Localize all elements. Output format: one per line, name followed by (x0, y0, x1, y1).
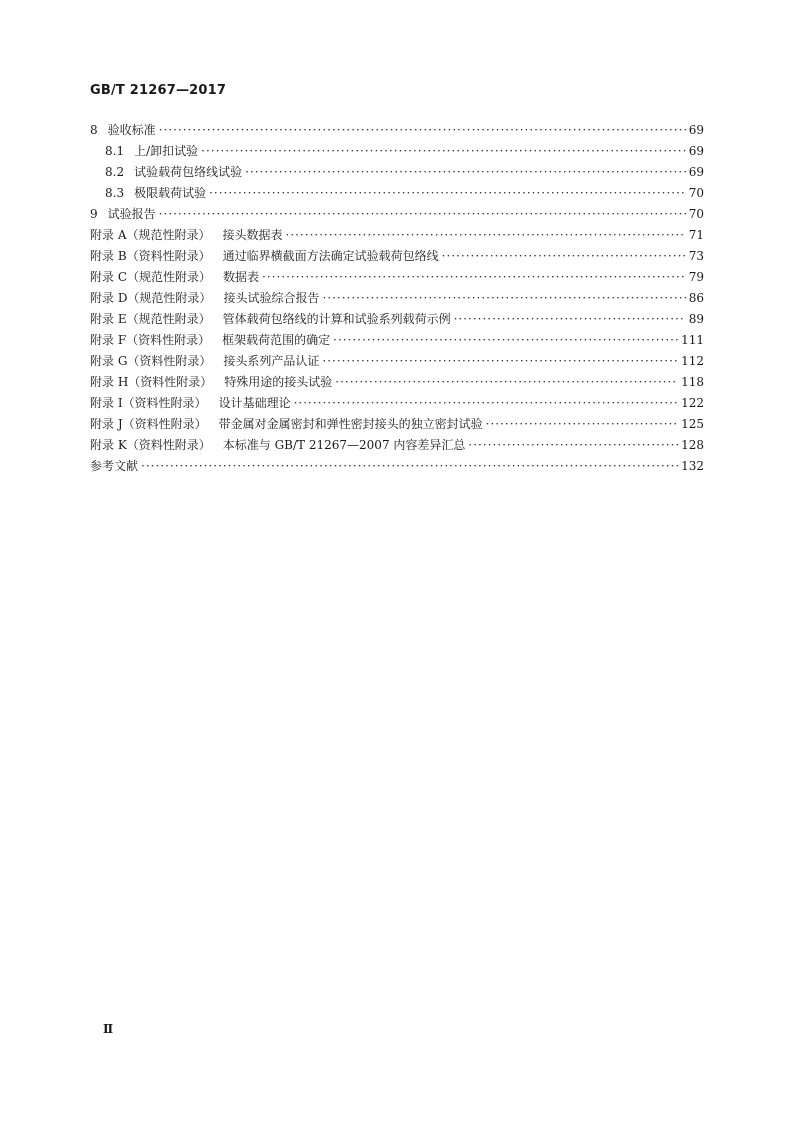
dot-leader (322, 351, 678, 372)
dot-leader (159, 120, 686, 141)
toc-entry-number: 附录 I（资料性附录） (90, 396, 207, 410)
toc-entry[interactable] (90, 141, 704, 162)
toc-entry-number: 8.2 (105, 165, 125, 179)
toc-entry-page: 111 (681, 333, 704, 347)
toc-entry-title: 参考文献 (90, 459, 139, 473)
toc-entry[interactable] (90, 246, 704, 267)
toc-entry-title: 上/卸扣试验 (134, 144, 199, 158)
toc-entry-number: 附录 H（资料性附录） (90, 375, 213, 389)
toc-entry-page: 118 (681, 375, 704, 389)
toc-entry-page: 71 (688, 228, 704, 242)
toc-entry-number: 附录 F（资料性附录） (90, 333, 211, 347)
toc-entry-title: 接头系列产品认证 (223, 354, 320, 368)
toc-entry-number: 8.1 (105, 144, 125, 158)
toc-entry-number: 附录 E（规范性附录） (90, 312, 211, 326)
dot-leader (245, 162, 686, 183)
dot-leader (159, 204, 686, 225)
toc-entry-page: 86 (688, 291, 704, 305)
toc-entry-title: 特殊用途的接头试验 (224, 375, 333, 389)
toc-entry-title: 带金属对金属密封和弹性密封接头的独立密封试验 (218, 417, 483, 431)
toc-entry[interactable] (90, 435, 704, 456)
dot-leader (294, 393, 679, 414)
dot-leader (286, 225, 686, 246)
toc-entry-number: 附录 A（规范性附录） (90, 228, 211, 242)
page-number: Ⅱ (103, 1022, 114, 1036)
dot-leader (322, 288, 685, 309)
toc-entry[interactable] (90, 288, 704, 309)
toc-entry-title: 本标准与 GB/T 21267—2007 内容差异汇总 (222, 438, 466, 452)
toc-entry[interactable] (90, 204, 704, 225)
toc-entry-page: 69 (688, 165, 704, 179)
toc-entry-page: 69 (688, 144, 704, 158)
toc-entry-page: 128 (681, 438, 704, 452)
toc-entry[interactable] (90, 162, 704, 183)
dot-leader (454, 309, 686, 330)
toc-entry[interactable] (90, 120, 704, 141)
toc-entry[interactable] (90, 330, 704, 351)
toc-entry-page: 70 (688, 207, 704, 221)
dot-leader (442, 246, 686, 267)
toc-entry-number: 附录 B（资料性附录） (90, 249, 211, 263)
toc-entry[interactable] (90, 183, 704, 204)
toc-entry[interactable] (90, 414, 704, 435)
toc-entry[interactable] (90, 456, 704, 477)
toc-entry-page: 73 (688, 249, 704, 263)
table-of-contents (90, 120, 704, 477)
toc-entry-page: 122 (681, 396, 704, 410)
dot-leader (335, 372, 678, 393)
toc-entry-page: 69 (688, 123, 704, 137)
toc-entry-number: 附录 D（规范性附录） (90, 291, 212, 305)
toc-entry-title: 验收标准 (107, 123, 156, 137)
toc-entry[interactable] (90, 267, 704, 288)
toc-entry-page: 132 (681, 459, 704, 473)
standard-code-header: GB/T 21267—2017 (90, 83, 227, 98)
toc-entry-number: 8.3 (105, 186, 125, 200)
toc-entry[interactable] (90, 309, 704, 330)
toc-entry-number: 8 (90, 123, 98, 137)
toc-entry-title: 接头数据表 (222, 228, 283, 242)
toc-entry-title: 极限载荷试验 (134, 186, 207, 200)
toc-entry-number: 附录 G（资料性附录） (90, 354, 212, 368)
toc-entry-title: 通过临界横截面方法确定试验载荷包络线 (222, 249, 439, 263)
toc-entry-title: 框架载荷范围的确定 (222, 333, 331, 347)
toc-entry[interactable] (90, 393, 704, 414)
dot-leader (333, 330, 678, 351)
toc-entry-page: 70 (688, 186, 704, 200)
toc-entry-number: 附录 J（资料性附录） (90, 417, 207, 431)
toc-entry-title: 试验报告 (107, 207, 156, 221)
toc-entry[interactable] (90, 372, 704, 393)
dot-leader (468, 435, 678, 456)
toc-entry[interactable] (90, 351, 704, 372)
toc-entry-page: 79 (688, 270, 704, 284)
dot-leader (141, 456, 678, 477)
toc-entry-number: 9 (90, 207, 98, 221)
toc-entry-page: 89 (688, 312, 704, 326)
dot-leader (201, 141, 686, 162)
toc-entry-title: 管体载荷包络线的计算和试验系列载荷示例 (222, 312, 451, 326)
toc-entry-number: 附录 K（资料性附录） (90, 438, 211, 452)
toc-entry-page: 112 (681, 354, 704, 368)
toc-entry-page: 125 (681, 417, 704, 431)
toc-entry-title: 设计基础理论 (218, 396, 291, 410)
toc-entry-title: 接头试验综合报告 (223, 291, 320, 305)
dot-leader (262, 267, 686, 288)
toc-entry-title: 数据表 (223, 270, 260, 284)
toc-entry[interactable] (90, 225, 704, 246)
dot-leader (486, 414, 678, 435)
dot-leader (209, 183, 686, 204)
toc-entry-number: 附录 C（规范性附录） (90, 270, 211, 284)
toc-entry-title: 试验载荷包络线试验 (134, 165, 243, 179)
